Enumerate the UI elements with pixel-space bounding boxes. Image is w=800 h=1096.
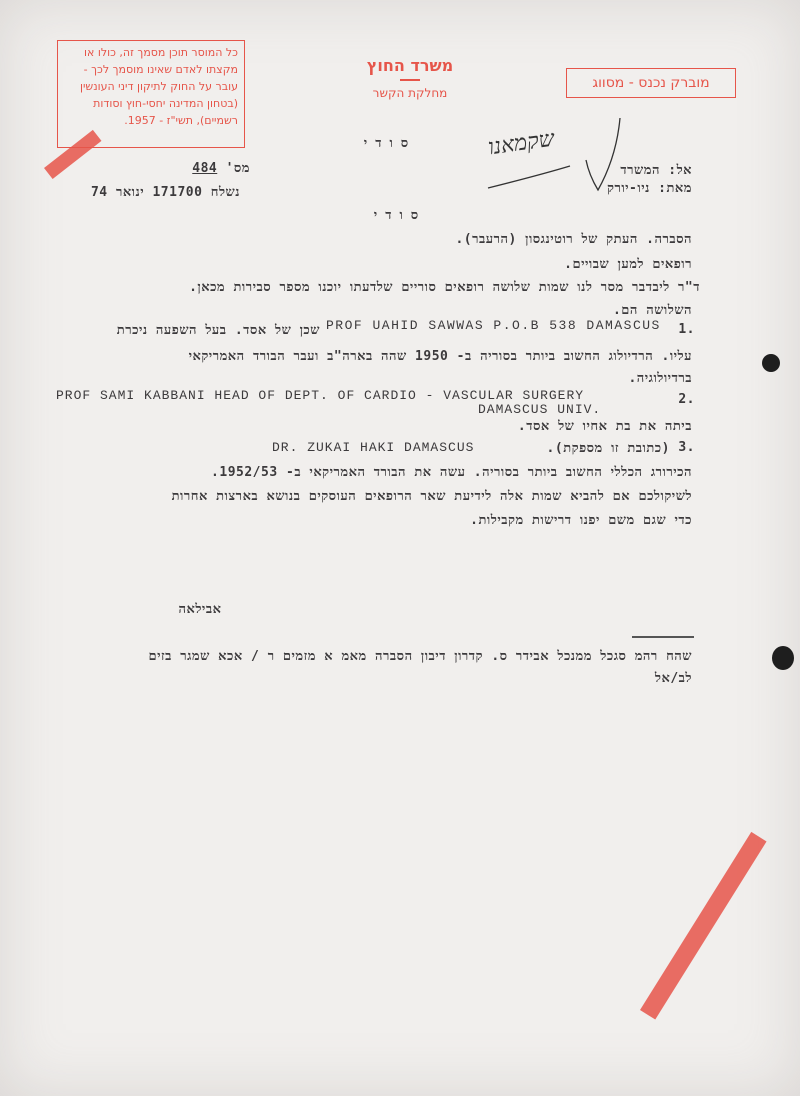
item-3-continuation: הכירורג הכללי החשוב ביותר בסוריה. עשה את הבורד האמריקאי ב- 1952/53. — [211, 465, 692, 480]
item-3-latin: DR. ZUKAI HAKI DAMASCUS — [272, 440, 475, 455]
distribution-list: שהח רהמ סגכל ממנכל אבידר ס. קדרון דיבון הסברה מאמ א מזמים ר / אכא שמגר בזים — [148, 649, 692, 664]
item-2-latin-b: DAMASCUS UNIV. — [478, 402, 602, 417]
sent-line: נשלח 171700 ינואר 74 — [90, 185, 240, 200]
from-line: מאת: ניו-יורק — [606, 181, 692, 196]
secrecy-label-mid: סודי — [373, 208, 427, 223]
to-line: אל: המשרד — [620, 163, 692, 178]
item-1-number: 1. — [678, 322, 695, 337]
secrecy-label-top: סודי — [363, 136, 417, 151]
item-1-continuation-2: ברדיולוגיה. — [628, 371, 692, 386]
closing-line-1: לשיקולכם אם להביא שמות אלה לידיעת שאר הרופאים העוסקים בנושא בארצות אחרות — [171, 489, 692, 504]
department-title: מחלקת הקשר — [372, 86, 448, 100]
item-2-latin-a: PROF SAMI KABBANI HEAD OF DEPT. OF CARDIO - VASCULAR SURGERY — [56, 388, 585, 403]
punch-hole-bottom — [772, 646, 794, 670]
body-line-4: השלושה הם. — [612, 303, 692, 318]
message-number — [150, 160, 250, 176]
distribution-separator — [632, 636, 694, 638]
item-2-number: 2. — [678, 392, 695, 407]
closing-line-2: כדי שגם משם יפנו דרישות מקבילות. — [470, 513, 692, 528]
item-3-hebrew: (כתובת זו מספקת). — [546, 441, 670, 456]
body-line-2: רופאים למען שבויים. — [564, 257, 692, 272]
signature: אבילאה — [178, 602, 222, 617]
message-number-value: 484 — [192, 161, 218, 176]
body-line-3: ד"ר ליבדבר מסר לנו שמות שלושה רופאים סוריים שלדעתו יוכנו מספר סבירות מכאן. — [189, 280, 700, 295]
distribution-codes: לב/אל — [654, 671, 692, 686]
ministry-title: משרד החוץ — [366, 56, 454, 75]
handwritten-mark-text: שקמאנו — [486, 126, 556, 161]
header-divider — [400, 79, 420, 81]
item-3-number: 3. — [678, 440, 695, 455]
item-1-continuation: עליו. הרדיולוג החשוב ביותר בסוריה ב- 1950 שהה בארה"ב ועבר הבורד האמריקאי — [188, 349, 692, 364]
message-number-label: מס' — [225, 161, 250, 176]
item-2-hebrew: ביתה את בת אחיו של אסד. — [517, 419, 692, 434]
item-1-hebrew: שכן של אסד. בעל השפעה ניכרת — [116, 323, 320, 338]
legal-notice-stamp: כל המוסר תוכן מסמך זה, כולו או מקצתו לאדם שאינו מוסמך לכך - עובר על החוק לתיקון דיני העונשין (בטחון המדינה יחסי-חוץ וסודות רשמיים), תשי"ז - 1957. — [57, 40, 245, 148]
punch-hole-top — [762, 354, 780, 372]
item-1-latin: PROF UAHID SAWWAS P.O.B 538 DAMASCUS — [326, 318, 661, 333]
body-line-1: הסברה. העתק של רוטינגסון (הרעבר). — [455, 232, 692, 247]
red-corner-mark-bottom — [640, 832, 767, 1020]
classification-stamp: מוברק נכנס - מסווג — [566, 68, 736, 98]
